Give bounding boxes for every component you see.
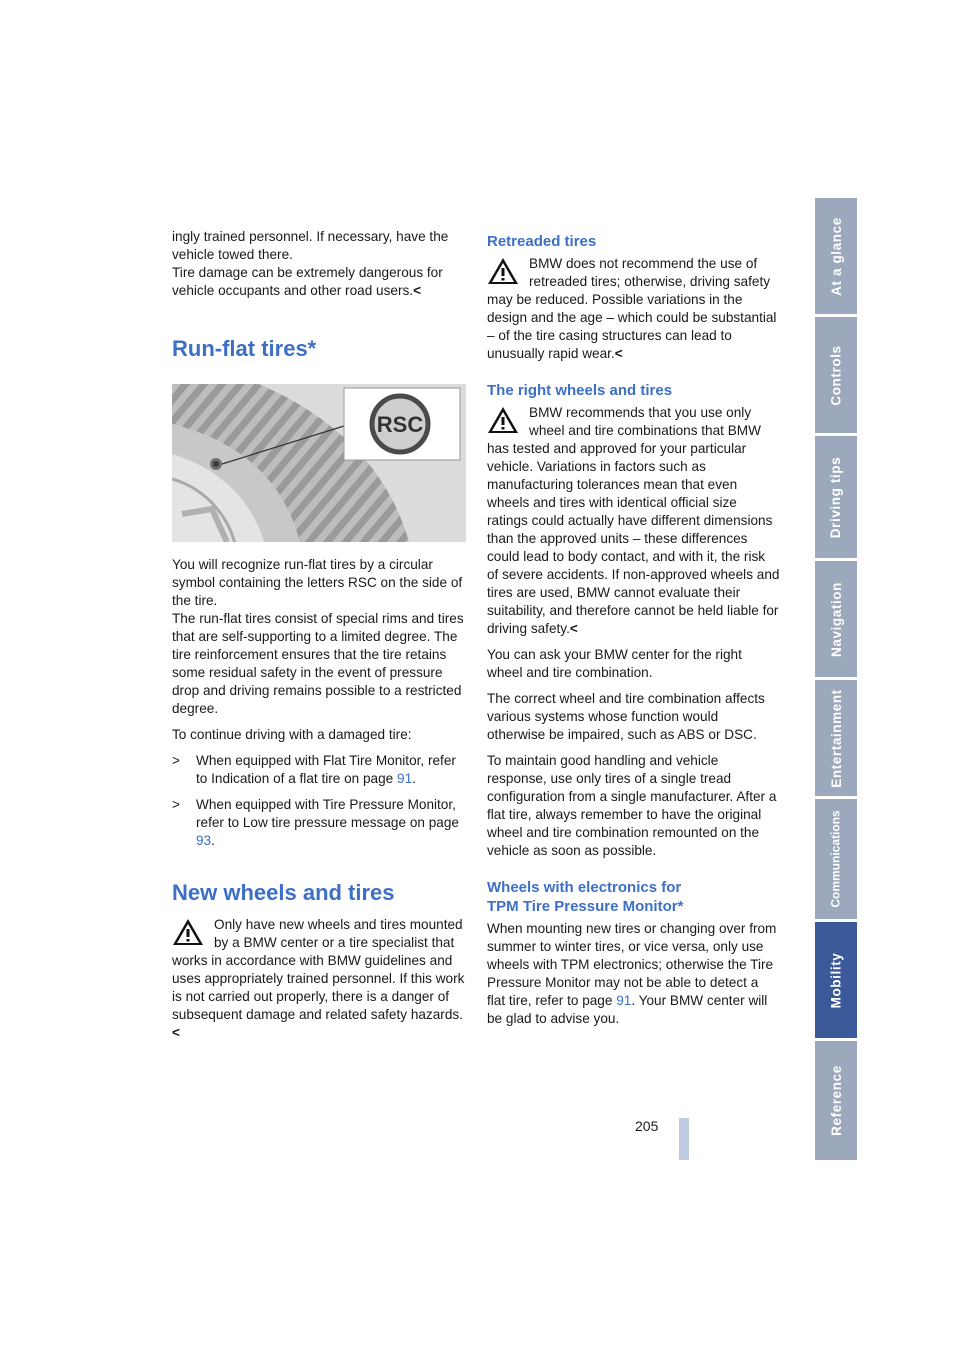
page-link-91[interactable]: 91 [616, 993, 632, 1008]
intro-paragraph-2: Tire damage can be extremely dangerous for vehicle occupants and other road users.< [172, 265, 443, 298]
warning-triangle-icon [172, 918, 204, 946]
chapter-tabs [815, 198, 857, 1160]
runflat-paragraph-1: You will recognize run-flat tires by a circular symbol containing the letters RSC on the side of the tire. [172, 557, 463, 608]
section-heading-run-flat: Run-flat tires* [172, 336, 317, 361]
tab-navigation[interactable]: Navigation [815, 561, 857, 677]
section-heading-right-wheels: The right wheels and tires [487, 382, 673, 399]
end-mark: < [413, 283, 422, 298]
warning-retreaded: BMW does not recommend the use of retreaded tires; otherwise, driving safety may be reduced. Possible variations in the design and the age – which could be substantial – of the tire casing structures can lead to unusually rapid wear.< [487, 256, 777, 361]
intro-paragraph-1: ingly trained personnel. If necessary, have the vehicle towed there. [172, 229, 449, 262]
page-number: 205 [635, 1118, 659, 1134]
right-wheels-paragraph-2: The correct wheel and tire combination affects various systems whose function would otherwise be impaired, such as ABS or DSC. [487, 691, 765, 742]
left-column [172, 228, 466, 1042]
page-link-93[interactable]: 93 [196, 833, 212, 848]
tab-mobility[interactable]: Mobility [815, 922, 857, 1038]
warning-triangle-icon [487, 257, 519, 285]
warning-right-wheels: BMW recommends that you use only wheel and tire combinations that BMW has tested and approved for your particular vehicle. Variations in factors such as manufacturing tolerances mean that even wheels and tires with identical official size ratings could actually have different dimensions than the approved units – these differences could lead to body contact, and with it, the risk of severe accidents. If non-approved wheels and tires are used, BMW cannot evaluate their suitability, and therefore cannot be held liable for driving safety.< [487, 405, 780, 636]
section-heading-retreaded: Retreaded tires [487, 233, 597, 250]
section-heading-new-wheels: New wheels and tires [172, 880, 395, 905]
right-wheels-paragraph-3: To maintain good handling and vehicle response, use only tires of a single tread configuration from a single manufacturer. After a flat tire, always remember to have the original wheel and tire combination remounted on the vehicle as soon as possible. [487, 753, 777, 858]
run-flat-tire-figure [172, 384, 466, 542]
bullet-flat-tire-monitor: > When equipped with Flat Tire Monitor, refer to Indication of a flat tire on page 91. [172, 753, 456, 786]
right-wheels-paragraph-1: You can ask your BMW center for the right wheel and tire combination. [487, 647, 742, 680]
warning-triangle-icon [487, 406, 519, 434]
tpm-paragraph: When mounting new tires or changing over from summer to winter tires, or vice versa, only use wheels with TPM electronics; otherwise the Tire Pressure Monitor may not be able to detect a flat tire, refer to page 91. Your BMW center will be glad to advise you. [487, 921, 777, 1026]
tab-controls[interactable]: Controls [815, 317, 857, 433]
tire-illustration [172, 384, 466, 542]
runflat-paragraph-3: To continue driving with a damaged tire: [172, 727, 412, 742]
tab-at-a-glance[interactable]: At a glance [815, 198, 857, 314]
section-heading-tpm: Wheels with electronics for TPM Tire Pressure Monitor* [487, 879, 684, 915]
bullet-marker: > [172, 797, 180, 812]
rsc-symbol-label: RSC [376, 412, 424, 437]
tab-communications[interactable]: Communications [815, 799, 857, 919]
page-number-bar [679, 1118, 689, 1160]
right-column [487, 232, 780, 1036]
tab-reference[interactable]: Reference [815, 1041, 857, 1160]
runflat-paragraph-2: The run-flat tires consist of special rims and tires that are self-supporting to a limited degree. The tire reinforcement ensures that the tire retains some residual safety in the event of pressure drop and driving remains possible to a restricted degree. [172, 611, 464, 716]
bullet-marker: > [172, 753, 180, 768]
tab-driving-tips[interactable]: Driving tips [815, 436, 857, 558]
bullet-tire-pressure-monitor: > When equipped with Tire Pressure Monitor, refer to Low tire pressure message on page 93. [172, 797, 459, 848]
warning-new-wheels: Only have new wheels and tires mounted by a BMW center or a tire specialist that works in accordance with BMW guidelines and uses appropriately trained personnel. If this work is not carried out properly, there is a danger of subsequent damage and related safety hazards.< [172, 917, 465, 1040]
page-link-91[interactable]: 91 [397, 771, 413, 786]
tab-entertainment[interactable]: Entertainment [815, 680, 857, 796]
